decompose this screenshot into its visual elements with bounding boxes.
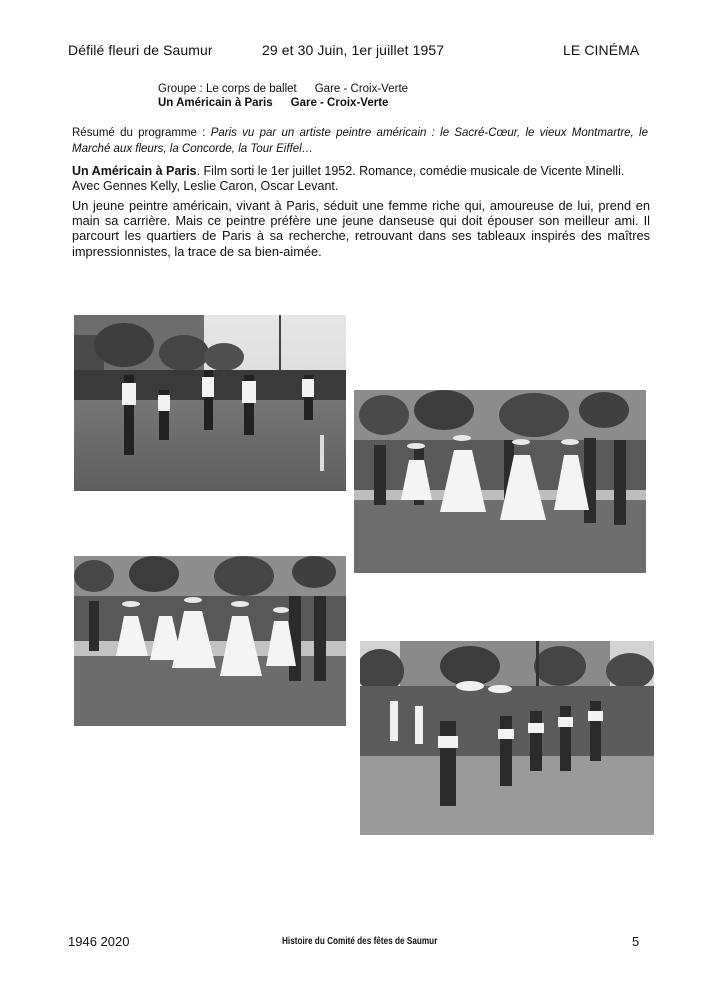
film-details: . Film sorti le 1er juillet 1952. Romance, comédie musicale de Vicente Minelli.: [196, 164, 625, 178]
film-info: [72, 164, 648, 194]
parade-photo-dancers-2: [74, 556, 346, 726]
program-summary: [72, 126, 648, 157]
header-left-title: Défilé fleuri de Saumur: [68, 42, 213, 58]
group-name: Groupe : Le corps de ballet: [158, 83, 297, 95]
parade-photo-dancers: [354, 390, 646, 573]
footer-years: 1946 2020: [68, 934, 130, 949]
summary-label: Résumé du programme :: [72, 127, 211, 139]
group-line-2: [158, 97, 388, 109]
film-cast: Avec Gennes Kelly, Leslie Caron, Oscar Levant.: [72, 179, 339, 193]
film-synopsis: Un jeune peintre américain, vivant à Paris, séduit une femme riche qui, amoureuse de lui, prend en main sa carrière. Mais ce peintre préfère une jeune danseuse qui doit épouser son meilleur ami. Il parcourt les quartiers de Paris à sa recherche, retrouvant dans ses tableaux inspirés des maîtres impressionnistes, la trace de sa bien-aimée.: [72, 198, 650, 259]
parade-photo-band: [74, 315, 346, 491]
film-title: Un Américain à Paris: [72, 164, 197, 178]
header-section: LE CINÉMA: [563, 42, 640, 58]
parade-photo-crowd: [360, 641, 654, 835]
summary-text: Paris vu par un artiste peintre américain : le Sacré-Cœur, le vieux Montmartre, le Marché aux fleurs, la Concorde, la Tour Eiffel…: [72, 127, 648, 155]
group-route: Gare - Croix-Verte: [314, 83, 409, 95]
group-float-title: Un Américain à Paris: [158, 97, 273, 109]
header-dates: 29 et 30 Juin, 1er juillet 1957: [262, 42, 445, 58]
page-number: 5: [632, 934, 640, 949]
group-line-1: [158, 83, 408, 95]
footer-book-title: Histoire du Comité des fêtes de Saumur: [282, 936, 438, 947]
group-float-route: Gare - Croix-Verte: [290, 97, 389, 109]
